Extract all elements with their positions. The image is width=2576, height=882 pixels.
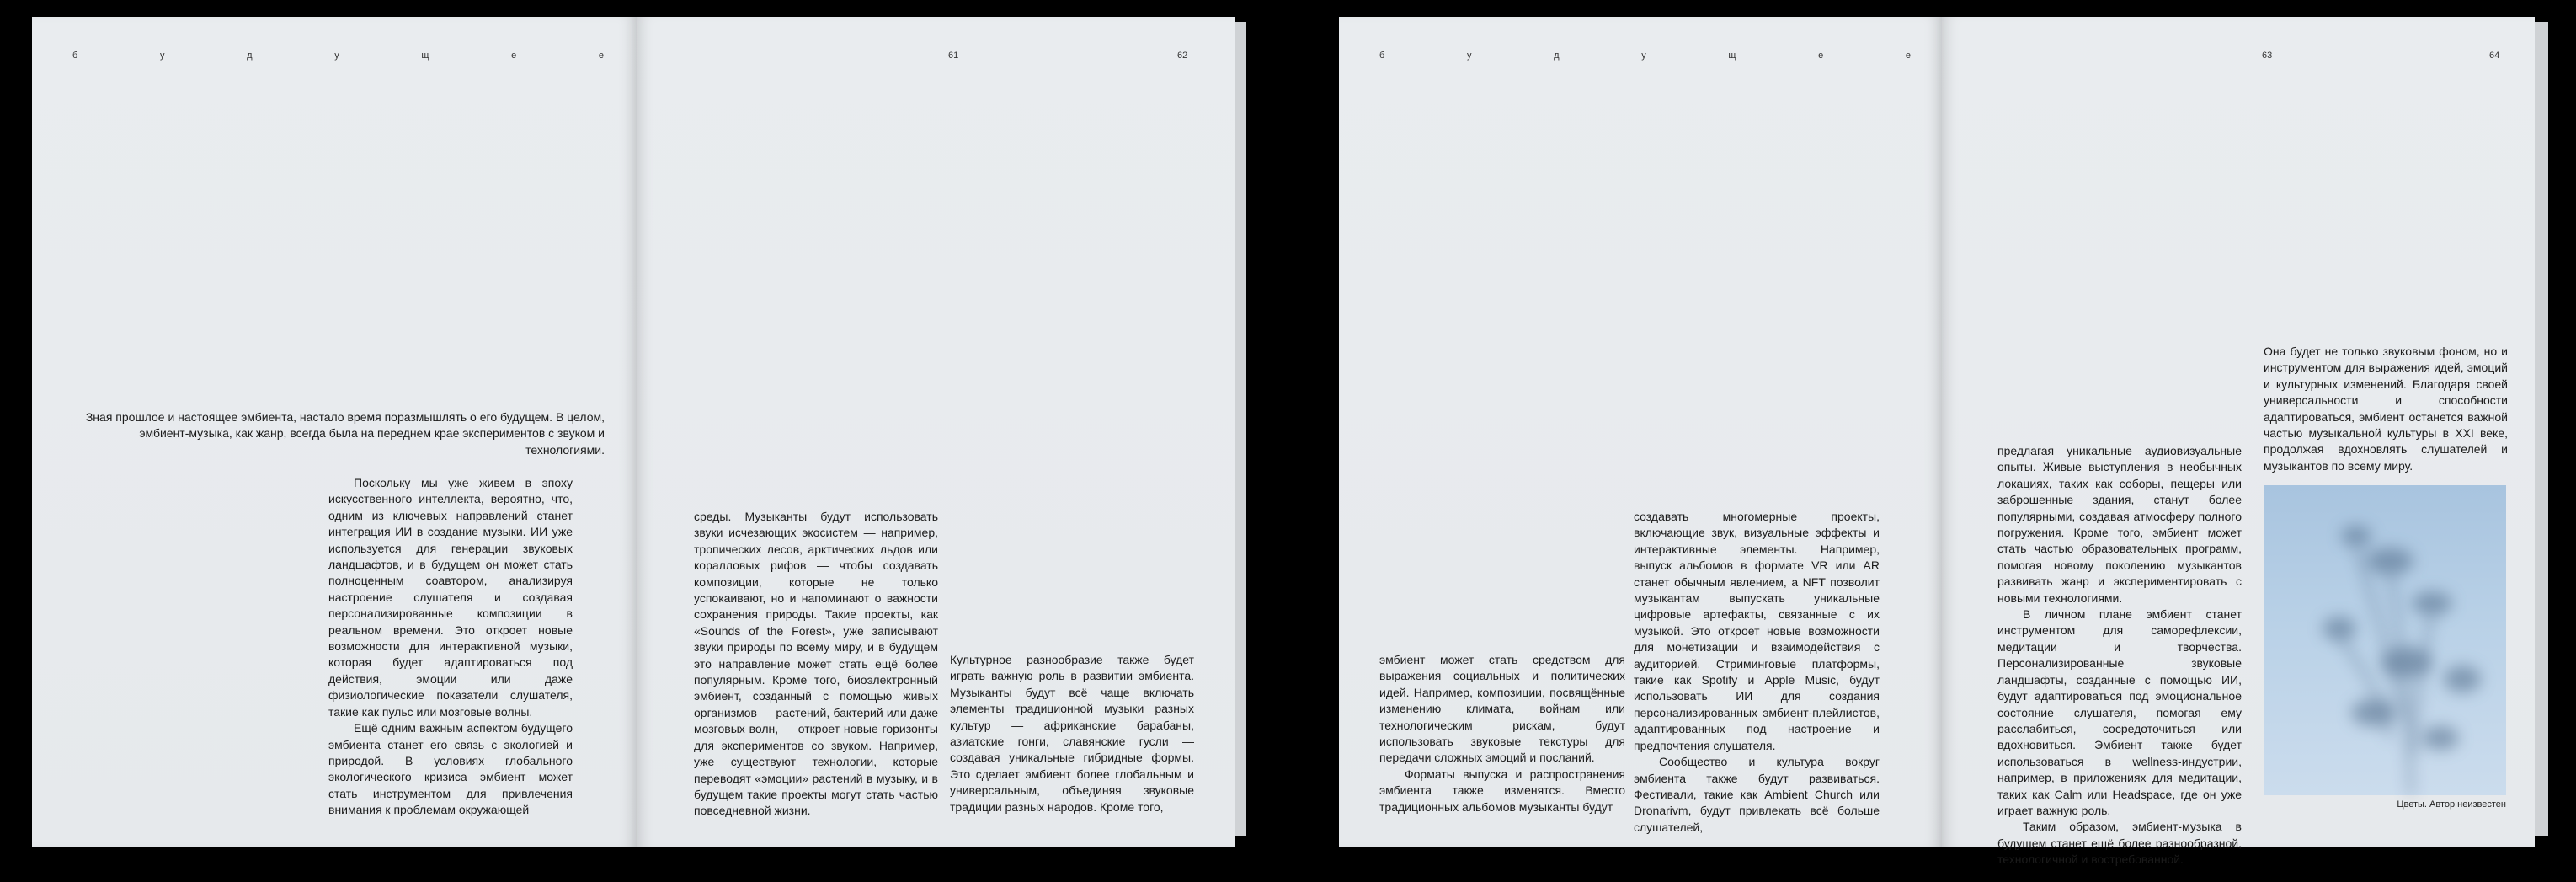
text-column-b <box>694 509 938 820</box>
paragraph: создавать многомерные проекты, включающие звук, визуальные эффекты и интерактивные элементы. Например, выпуск альбомов в формате VR или AR станет обычным явлением, а NFT позволит музыкантам выпускать уникальные цифровые артефакты, связанные с их музыкой. Это откроет новые возможности для монетизации и взаимодействия с аудиторией. Стриминговые платформы, такие как Spotify и Apple Music, будут использовать ИИ для создания персонализированных эмбиент-плейлистов, адаптированных под настроение и предпочтения слушателя. <box>1634 510 1880 752</box>
intro-text: Зная прошлое и настоящее эмбиента, настало время поразмышлять о его будущем. В целом, эмбиент-музыка, как жанр, всегда была на переднем крае экспериментов с звуком и технологиями. <box>85 410 605 457</box>
page-left-1 <box>32 17 637 847</box>
running-head-letter: е <box>1905 51 1912 61</box>
running-head-letter: д <box>1554 51 1560 61</box>
paragraph: среды. Музыканты будут использовать звуки исчезающих экосистем — например, тропических лесов, арктических льдов или коралловых рифов — чтобы создавать композиции, которые не только успокаивают, но и напоминают о важности сохранения природы. Такие проекты, как «Sounds of the Forest», уже записывают звуки природы по всему миру, и в будущем это направление может стать ещё более популярным. Кроме того, биоэлектронный эмбиент, созданный с помощью живых организмов — растений, бактерий или даже мозговых волн, — откроет новые горизонты для экспериментов со звуком. Например, уже существуют технологии, которые переводят «эмоции» растений в музыку, и в будущем такие проекты могут стать частью повседневной жизни. <box>694 510 938 818</box>
paragraph: Сообщество и культура вокруг эмбиента также будут развиваться. Фестивали, такие как Ambient Church или Dronarivm, будут привлекать всё больше слушателей, <box>1634 755 1880 834</box>
paragraph: Форматы выпуска и распространения эмбиента также изменятся. Вместо традиционных альбомов музыканты будут <box>1379 767 1625 814</box>
paragraph: Таким образом, эмбиент-музыка в будущем станет ещё более разнообразной, технологичной и востребованной. <box>1997 820 2242 867</box>
page-number: 62 <box>1177 51 1188 61</box>
text-column-c <box>950 652 1194 815</box>
flower-photo <box>2264 485 2506 795</box>
page-stack-edge <box>2535 22 2548 836</box>
book-spread-1 <box>32 17 1246 847</box>
paragraph: Поскольку мы уже живем в эпоху искусственного интеллекта, вероятно, что, одним из ключевых направлений станет интеграция ИИ в создание музыки. ИИ уже используется для генерации звуковых ландшафтов, и в будущем он может стать полноценным соавтором, анализируя настроение слушателя и создавая персонализированные композиции в реальном времени. Это откроет новые возможности для интерактивной музыки, которая будет адаптироваться под действия, эмоции или даже физиологические показатели слушателя, такие как пульс или мозговые волны. <box>328 476 573 719</box>
running-head-letter: у <box>1641 51 1647 61</box>
running-head-letter: у <box>1466 51 1473 61</box>
paragraph: В личном плане эмбиент станет инструментом для саморефлексии, медитации и творчества. Персонализированные звуковые ландшафты, созданные с помощью ИИ, будут адаптироваться под эмоциональное состояние слушателя, помогая ему расслабиться, сосредоточиться или вдохновиться. Эмбиент также будет использоваться в wellness-индустрии, например, в приложениях для медитации, таких как Calm или Headspace, где он уже играет важную роль. <box>1997 607 2242 817</box>
running-head-letter: д <box>247 51 253 61</box>
flower-silhouette-image <box>2264 485 2506 795</box>
page-left-2 <box>1339 17 1942 847</box>
page-number: 64 <box>2489 51 2500 61</box>
text-column-e <box>1634 509 1880 836</box>
intro-paragraph <box>72 409 605 458</box>
book-spread-2 <box>1339 17 2548 867</box>
text-column-f <box>1997 443 2242 869</box>
paragraph: предлагая уникальные аудиовизуальные опыты. Живые выступления в необычных локациях, таких как соборы, пещеры или заброшенные здания, станут более популярными, создавая атмосферу полного погружения. Кроме того, эмбиент может стать частью образовательных программ, помогая новому поколению музыкантов развивать жанр и экспериментировать с новыми технологиями. <box>1997 444 2242 605</box>
running-head <box>1379 51 1912 61</box>
running-head-letter: б <box>72 51 79 61</box>
page-right-1 <box>637 17 1235 847</box>
running-head-letter: щ <box>1728 51 1737 61</box>
running-head-letter: е <box>511 51 518 61</box>
text-column-a <box>328 475 573 819</box>
paragraph: Ещё одним важным аспектом будущего эмбиента станет его связь с экологией и природой. В условиях глобального экологического кризиса эмбиент может стать инструментом для привлечения внимания к проблемам окружающей <box>328 721 573 817</box>
running-head-letter: у <box>334 51 340 61</box>
page-right-2 <box>1942 17 2535 867</box>
paragraph: эмбиент может стать средством для выражения социальных и политических идей. Например, композиции, посвящённые изменению климата, войнам или технологическим рискам, будут использовать звуковые текстуры для передачи сложных эмоций и посланий. <box>1379 653 1625 765</box>
page-stack-edge <box>1235 22 1246 836</box>
running-head-letter: у <box>159 51 166 61</box>
running-head-letter: е <box>1818 51 1825 61</box>
paragraph: Она будет не только звуковым фоном, но и инструментом для выражения идей, эмоций и культурных изменений. Благодаря своей универсальности и способности адаптироваться, эмбиент останется важной частью музыкальной культуры в XXI веке, продолжая вдохновлять слушателей и музыкантов по всему миру. <box>2264 345 2508 473</box>
text-column-d <box>1379 652 1625 815</box>
text-column-g <box>2264 344 2508 474</box>
page-number: 61 <box>948 51 959 61</box>
running-head-letter: щ <box>421 51 430 61</box>
paragraph: Культурное разнообразие также будет играть важную роль в развитии эмбиента. Музыканты будут всё чаще включать элементы традиционной музыки разных культур — африканские барабаны, азиатские гонги, славянские гусли — создавая уникальные гибридные формы. Это сделает эмбиент более глобальным и универсальным, объединяя звуковые традиции разных народов. Кроме того, <box>950 653 1194 814</box>
running-head-letter: б <box>1379 51 1386 61</box>
image-caption: Цветы. Автор неизвестен <box>2397 799 2506 810</box>
running-head <box>72 51 605 61</box>
running-head-letter: е <box>598 51 605 61</box>
page-number: 63 <box>2262 51 2273 61</box>
